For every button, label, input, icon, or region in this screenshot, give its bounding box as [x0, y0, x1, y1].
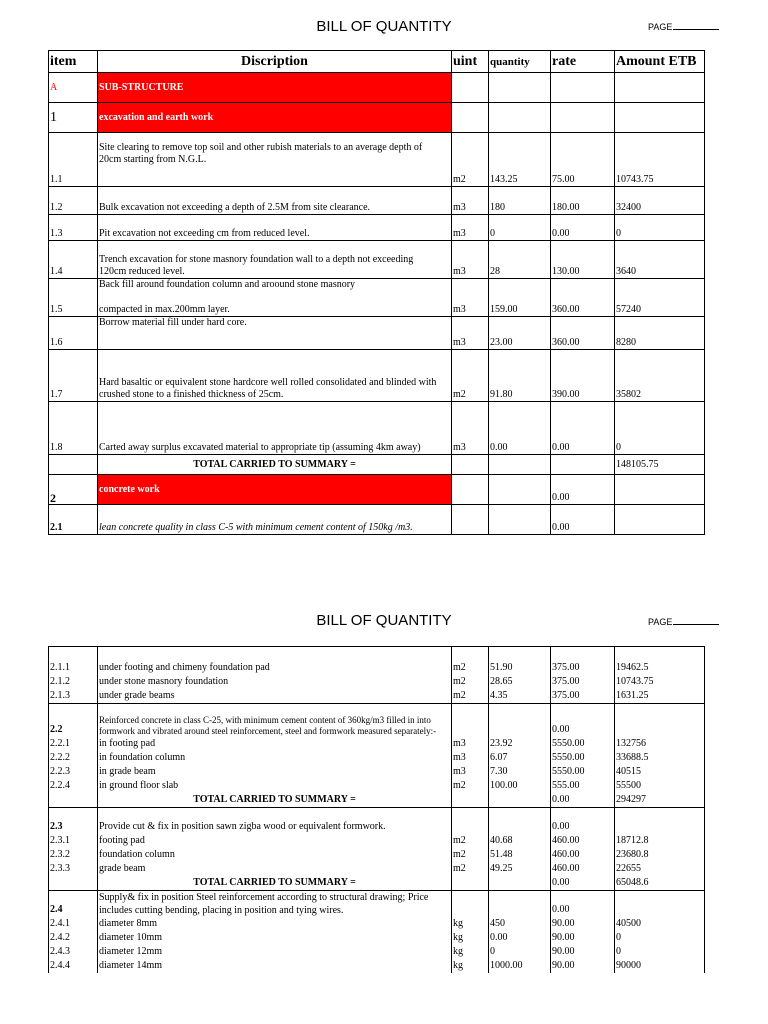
header-item: item	[49, 51, 98, 73]
table-row	[49, 848, 705, 862]
row-unit: m3	[452, 402, 489, 455]
row-description: diameter 12mm	[98, 945, 452, 959]
row-amount: 132756	[615, 737, 705, 751]
row-description: foundation column	[98, 848, 452, 862]
row-quantity: 6.07	[489, 751, 551, 765]
row-rate: 360.00	[551, 279, 615, 317]
section-item: A	[49, 73, 98, 103]
row-item: 1.6	[49, 317, 98, 350]
table-row	[49, 505, 705, 535]
row-description-top: Borrow material fill under hard core.	[99, 317, 247, 328]
row-description: Site clearing to remove top soil and other rubish materials to an average depth of 20cm starting from N.G.L.	[98, 133, 452, 187]
row-amount: 0	[615, 931, 705, 945]
page-number-label	[648, 22, 719, 32]
row-unit: m2	[452, 133, 489, 187]
row-rate: 130.00	[551, 241, 615, 279]
row-quantity: 23.00	[489, 317, 551, 350]
table-row	[49, 661, 705, 675]
row-unit: m2	[452, 834, 489, 848]
header-rate: rate	[551, 51, 615, 73]
table-row	[49, 917, 705, 931]
table-row	[49, 834, 705, 848]
table-row	[49, 689, 705, 704]
row-unit: m3	[452, 241, 489, 279]
row-unit: m2	[452, 779, 489, 793]
table-row	[49, 945, 705, 959]
total-amount: 294297	[615, 793, 705, 808]
boq-table-page2	[48, 646, 705, 973]
row-rate: 180.00	[551, 187, 615, 215]
table-row	[49, 715, 705, 737]
row-item: 1.3	[49, 215, 98, 241]
row-amount: 32400	[615, 187, 705, 215]
row-description: Supply& fix in position Steel reinforcement according to structural drawing; Price includes cutting bending, placing in position and tying wires.	[98, 890, 452, 917]
row-item: 1.4	[49, 241, 98, 279]
table-row	[49, 317, 705, 350]
row-item: 2.2.1	[49, 737, 98, 751]
row-description: in footing pad	[98, 737, 452, 751]
total-row	[49, 455, 705, 475]
row-quantity: 0.00	[489, 402, 551, 455]
row-description: diameter 8mm	[98, 917, 452, 931]
row-rate: 360.00	[551, 317, 615, 350]
row-rate: 555.00	[551, 779, 615, 793]
row-item: 2.2	[49, 715, 98, 737]
row-description: in grade beam	[98, 765, 452, 779]
row-amount: 18712.8	[615, 834, 705, 848]
row-item: 2.2.2	[49, 751, 98, 765]
row-item: 2.3.2	[49, 848, 98, 862]
row-amount: 40515	[615, 765, 705, 779]
row-quantity: 91.80	[489, 350, 551, 402]
row-unit: m3	[452, 279, 489, 317]
row-quantity: 51.90	[489, 661, 551, 675]
row-amount: 23680.8	[615, 848, 705, 862]
page-title: BILL OF QUANTITY	[316, 612, 452, 629]
row-description	[98, 279, 452, 317]
row-quantity: 159.00	[489, 279, 551, 317]
row-unit: m3	[452, 215, 489, 241]
boq-table-page1	[48, 50, 705, 535]
row-amount: 55500	[615, 779, 705, 793]
table-row	[49, 350, 705, 402]
table-row	[49, 402, 705, 455]
row-description: under grade beams	[98, 689, 452, 704]
row-description: grade beam	[98, 862, 452, 876]
page-label-text: PAGE	[648, 617, 673, 627]
row-quantity: 23.92	[489, 737, 551, 751]
row-unit: m2	[452, 848, 489, 862]
row-rate: 460.00	[551, 862, 615, 876]
row-unit: m3	[452, 751, 489, 765]
row-quantity: 4.35	[489, 689, 551, 704]
row-description: Pit excavation not exceeding cm from reduced level.	[98, 215, 452, 241]
page-number-label	[648, 617, 719, 627]
table-row	[49, 765, 705, 779]
row-amount: 90000	[615, 959, 705, 973]
row-description: Reinforced concrete in class C-25, with minimum cement content of 360kg/m3 filled in into formwork and vibrated around steel reinforcement, steel and formwork measured separately:-	[98, 715, 452, 737]
row-rate: 0.00	[551, 505, 615, 535]
row-rate: 90.00	[551, 931, 615, 945]
row-amount: 0	[615, 215, 705, 241]
table-row	[49, 931, 705, 945]
row-item: 2.1.3	[49, 689, 98, 704]
row-item: 2.1.2	[49, 675, 98, 689]
row-rate: 0.00	[551, 890, 615, 917]
row-item: 2.1	[49, 505, 98, 535]
row-description: Provide cut & fix in position sawn zigba wood or equivalent formwork.	[98, 820, 452, 834]
row-unit: m3	[452, 187, 489, 215]
row-amount: 10743.75	[615, 133, 705, 187]
row-description: in foundation column	[98, 751, 452, 765]
row-rate: 75.00	[551, 133, 615, 187]
header-description: Discription	[98, 51, 452, 73]
section-title: SUB-STRUCTURE	[98, 73, 452, 103]
row-unit: m3	[452, 317, 489, 350]
row-amount: 22655	[615, 862, 705, 876]
row-quantity: 143.25	[489, 133, 551, 187]
row-amount: 10743.75	[615, 675, 705, 689]
subsection-title: concrete work	[98, 475, 452, 505]
row-quantity: 100.00	[489, 779, 551, 793]
subsection-row	[49, 103, 705, 133]
row-quantity: 0	[489, 215, 551, 241]
row-amount: 35802	[615, 350, 705, 402]
table-row	[49, 675, 705, 689]
row-quantity: 180	[489, 187, 551, 215]
table-row	[49, 959, 705, 973]
row-amount: 19462.5	[615, 661, 705, 675]
row-item: 2.2.3	[49, 765, 98, 779]
row-item: 2.4	[49, 890, 98, 917]
row-item: 1.1	[49, 133, 98, 187]
row-item: 1.5	[49, 279, 98, 317]
row-description: under stone masnory foundation	[98, 675, 452, 689]
row-quantity: 0	[489, 945, 551, 959]
row-amount: 8280	[615, 317, 705, 350]
row-description-top: Back fill around foundation column and aroound stone masnory	[99, 279, 356, 290]
row-description: Hard basaltic or equivalent stone hardcore well rolled consolidated and blinded with crushed stone to a finished thickness of 25cm.	[98, 350, 452, 402]
row-rate: 5550.00	[551, 765, 615, 779]
row-unit: m2	[452, 350, 489, 402]
row-quantity: 51.48	[489, 848, 551, 862]
row-rate: 460.00	[551, 834, 615, 848]
row-unit: m2	[452, 675, 489, 689]
table-row	[49, 241, 705, 279]
row-unit: kg	[452, 931, 489, 945]
row-unit: m3	[452, 765, 489, 779]
row-description: Trench excavation for stone masnory foundation wall to a depth not exceeding 120cm reduced level.	[98, 241, 452, 279]
row-rate: 90.00	[551, 945, 615, 959]
row-amount: 57240	[615, 279, 705, 317]
row-item: 2.3	[49, 820, 98, 834]
row-rate: 375.00	[551, 689, 615, 704]
row-rate: 5550.00	[551, 751, 615, 765]
row-quantity: 28	[489, 241, 551, 279]
row-amount: 0	[615, 402, 705, 455]
row-description: under footing and chimeny foundation pad	[98, 661, 452, 675]
table-row	[49, 820, 705, 834]
table-row	[49, 779, 705, 793]
row-description: diameter 14mm	[98, 959, 452, 973]
row-item: 2.4.3	[49, 945, 98, 959]
row-unit: m2	[452, 689, 489, 704]
row-description	[98, 317, 452, 350]
row-rate: 0.00	[551, 715, 615, 737]
row-unit: kg	[452, 959, 489, 973]
row-quantity: 1000.00	[489, 959, 551, 973]
row-rate: 375.00	[551, 661, 615, 675]
row-amount: 0	[615, 945, 705, 959]
row-item: 1.2	[49, 187, 98, 215]
subsection-row	[49, 475, 705, 505]
row-description: Bulk excavation not exceeding a depth of 2.5M from site clearance.	[98, 187, 452, 215]
row-quantity: 0.00	[489, 931, 551, 945]
page-label-text: PAGE	[648, 22, 673, 32]
table-row	[49, 737, 705, 751]
row-item: 2.2.4	[49, 779, 98, 793]
row-description: Carted away surplus excavated material to appropriate tip (assuming 4km away)	[98, 402, 452, 455]
table-row	[49, 751, 705, 765]
row-unit: m3	[452, 737, 489, 751]
row-item: 2.4.2	[49, 931, 98, 945]
row-rate: 0.00	[551, 215, 615, 241]
row-rate: 0.00	[551, 402, 615, 455]
section-row	[49, 73, 705, 103]
row-amount: 3640	[615, 241, 705, 279]
row-amount: 1631.25	[615, 689, 705, 704]
header-unit: uint	[452, 51, 489, 73]
row-quantity: 49.25	[489, 862, 551, 876]
row-unit: kg	[452, 945, 489, 959]
total-row	[49, 793, 705, 808]
row-rate: 90.00	[551, 959, 615, 973]
total-label: TOTAL CARRIED TO SUMMARY =	[98, 793, 452, 808]
row-unit: kg	[452, 917, 489, 931]
row-unit: m2	[452, 862, 489, 876]
total-row	[49, 876, 705, 891]
row-quantity: 450	[489, 917, 551, 931]
header-amount: Amount ETB	[615, 51, 705, 73]
total-label: TOTAL CARRIED TO SUMMARY =	[98, 876, 452, 891]
subsection-title: excavation and earth work	[98, 103, 452, 133]
row-amount: 40500	[615, 917, 705, 931]
row-description-bottom: compacted in max.200mm layer.	[99, 304, 230, 315]
row-item: 2.4.1	[49, 917, 98, 931]
table-row	[49, 890, 705, 917]
table-row	[49, 862, 705, 876]
page-title: BILL OF QUANTITY	[316, 18, 452, 35]
row-rate: 390.00	[551, 350, 615, 402]
row-rate: 460.00	[551, 848, 615, 862]
subsection-item: 1	[49, 103, 98, 133]
total-amount: 65048.6	[615, 876, 705, 891]
row-rate: 0.00	[551, 475, 615, 505]
row-rate: 0.00	[551, 876, 615, 891]
table-row	[49, 279, 705, 317]
row-rate: 90.00	[551, 917, 615, 931]
row-description: lean concrete quality in class C-5 with minimum cement content of 150kg /m3.	[98, 505, 452, 535]
row-item: 2.1.1	[49, 661, 98, 675]
row-quantity: 7.30	[489, 765, 551, 779]
row-item: 2.3.3	[49, 862, 98, 876]
row-quantity: 28.65	[489, 675, 551, 689]
row-item: 1.8	[49, 402, 98, 455]
table-row	[49, 215, 705, 241]
row-item: 2.4.4	[49, 959, 98, 973]
row-quantity: 40.68	[489, 834, 551, 848]
row-rate: 0.00	[551, 793, 615, 808]
total-label: TOTAL CARRIED TO SUMMARY =	[98, 455, 452, 475]
row-description: footing pad	[98, 834, 452, 848]
table-header-row	[49, 51, 705, 73]
row-item: 1.7	[49, 350, 98, 402]
row-rate: 0.00	[551, 820, 615, 834]
row-unit: m2	[452, 661, 489, 675]
table-row	[49, 133, 705, 187]
total-amount: 148105.75	[615, 455, 705, 475]
row-rate: 375.00	[551, 675, 615, 689]
header-quantity: quantity	[489, 51, 551, 73]
row-item: 2.3.1	[49, 834, 98, 848]
row-description: diameter 10mm	[98, 931, 452, 945]
row-description: in ground floor slab	[98, 779, 452, 793]
row-amount: 33688.5	[615, 751, 705, 765]
table-row	[49, 187, 705, 215]
subsection-item: 2	[49, 475, 98, 505]
row-rate: 5550.00	[551, 737, 615, 751]
